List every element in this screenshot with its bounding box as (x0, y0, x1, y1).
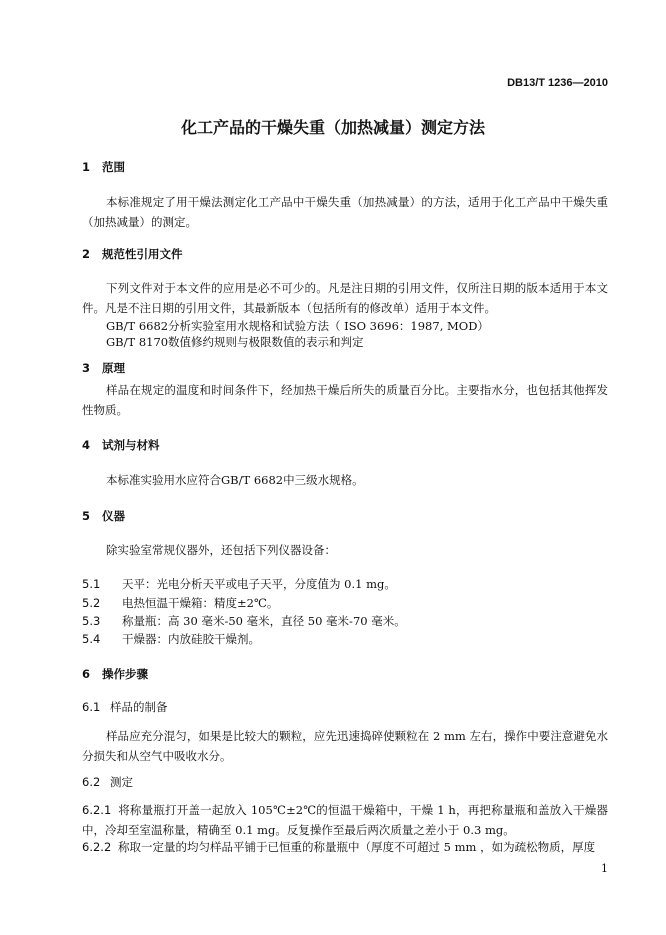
clause-number: 6.2.1 (82, 803, 112, 817)
section-2-text: 下列文件对于本文件的应用是必不可少的。凡是注日期的引用文件，仅所注日期的版本适用于本文件。凡是不注日期的引用文件，其最新版本（包括所有的修改单）适用于本文件。 (82, 281, 608, 315)
reference-item (106, 332, 364, 352)
reference-title: 分析实验室用水规格和试验方法（ ISO 3696：1987, MOD） (168, 319, 489, 333)
subsection-title: 样品的制备 (110, 700, 168, 714)
section-title: 仪器 (102, 509, 125, 523)
item-text: 天平：光电分析天平或电子天平，分度值为 0.1 mg。 (122, 577, 396, 591)
subsection-6-1-text: 样品应充分混匀，如果是比较大的颗粒，应先迅速捣碎使颗粒在 2 mm 左右，操作中要注意避免水分损失和从空气中吸收水分。 (82, 729, 608, 763)
subsection-6-2-heading (82, 774, 133, 790)
section-1-heading (82, 159, 125, 175)
instrument-item (82, 593, 278, 613)
instrument-item (82, 574, 396, 594)
subsection-title: 测定 (110, 775, 133, 789)
item-number: 5.4 (82, 632, 101, 646)
section-title: 范围 (102, 160, 125, 174)
section-4-heading (82, 437, 160, 453)
section-5-text: 除实验室常规仪器外，还包括下列仪器设备： (106, 543, 336, 557)
section-title: 操作步骤 (102, 667, 148, 681)
section-title: 规范性引用文件 (102, 247, 183, 261)
reference-code: GB/T 6682 (106, 319, 169, 333)
section-2-heading (82, 246, 183, 262)
instrument-item (82, 611, 406, 631)
reference-title: 数值修约规则与极限数值的表示和判定 (168, 335, 364, 349)
clause-6-2-2 (82, 837, 608, 857)
section-number: 3 (82, 361, 91, 375)
section-3-heading (82, 360, 125, 376)
document-code: DB13/T 1236—2010 (507, 77, 608, 89)
section-number: 1 (82, 160, 91, 174)
section-number: 5 (82, 509, 91, 523)
clause-text: 将称量瓶打开盖一起放入 105℃±2℃的恒温干燥箱中，干燥 1 h，再把称量瓶和盖放入干燥器中，冷却至室温称量，精确至 0.1 mg。反复操作至最后两次质量之差小于 0.3 mg。 (82, 803, 608, 837)
section-title: 原理 (102, 361, 125, 375)
subsection-number: 6.2 (82, 775, 101, 789)
section-number: 6 (82, 667, 91, 681)
item-text: 干燥器：内放硅胶干燥剂。 (122, 632, 260, 646)
section-4-text: 本标准实验用水应符合GB/T 6682中三级水规格。 (106, 473, 364, 487)
clause-number: 6.2.2 (82, 840, 112, 854)
section-title: 试剂与材料 (102, 438, 160, 452)
item-number: 5.1 (82, 577, 101, 591)
section-1-text: 本标准规定了用干燥法测定化工产品中干燥失重（加热减量）的方法，适用于化工产品中干燥失重（加热减量）的测定。 (82, 195, 608, 229)
item-number: 5.2 (82, 596, 101, 610)
reference-code: GB/T 8170 (106, 335, 169, 349)
page-number: 1 (601, 862, 608, 875)
instrument-item (82, 629, 260, 649)
section-6-heading (82, 666, 148, 682)
section-number: 4 (82, 438, 91, 452)
clause-text: 称取一定量的均匀样品平铺于已恒重的称量瓶中（厚度不可超过 5 mm ，如为疏松物质，厚度 (118, 840, 596, 854)
subsection-6-1-heading (82, 699, 168, 715)
item-text: 电热恒温干燥箱：精度±2℃。 (122, 596, 279, 610)
item-number: 5.3 (82, 614, 101, 628)
section-number: 2 (82, 247, 91, 261)
section-5-heading (82, 508, 125, 524)
item-text: 称量瓶：高 30 毫米-50 毫米，直径 50 毫米-70 毫米。 (122, 614, 406, 628)
document-title: 化工产品的干燥失重（加热减量）测定方法 (180, 118, 485, 137)
subsection-number: 6.1 (82, 700, 101, 714)
section-3-text: 样品在规定的温度和时间条件下，经加热干燥后所失的质量百分比。主要指水分，也包括其他挥发性物质。 (82, 383, 608, 417)
clause-6-2-1 (82, 800, 608, 840)
